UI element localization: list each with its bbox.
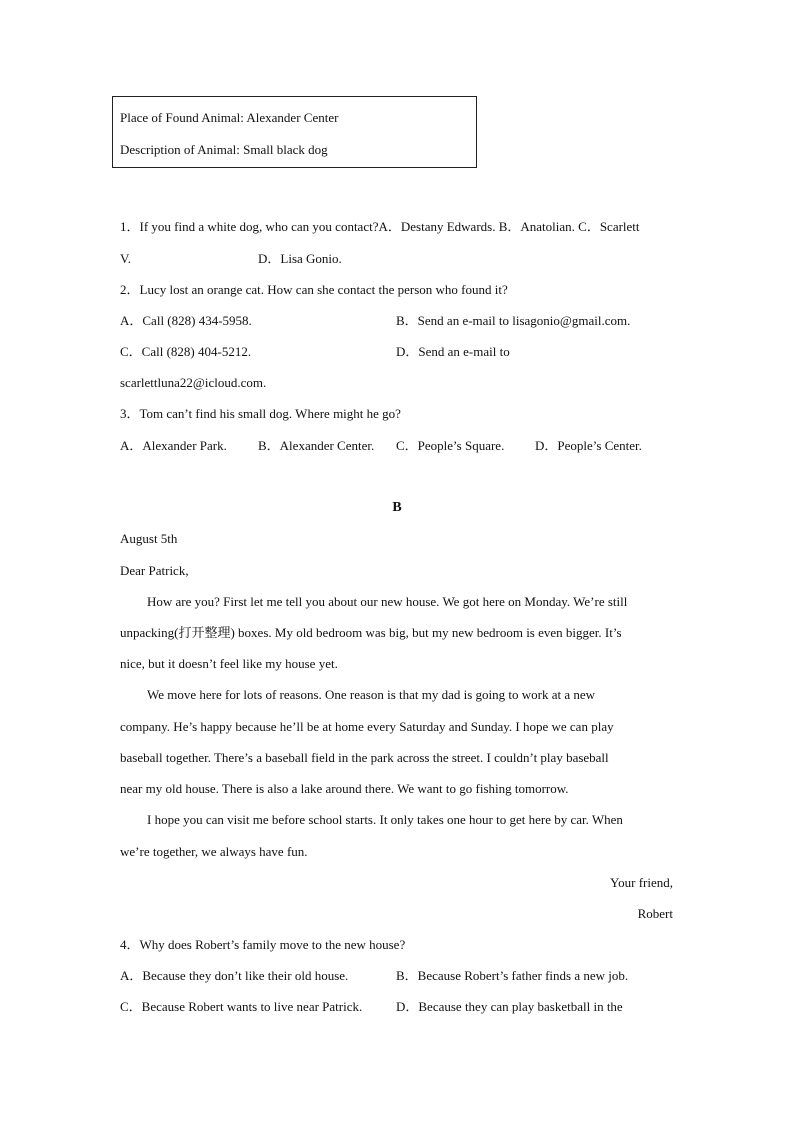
question-2-stem: 2．Lucy lost an orange cat. How can she contact the person who found it? <box>120 282 508 297</box>
question-1-continuation: V. <box>120 251 131 266</box>
letter-paragraph-2-line-1: We move here for lots of reasons. One reason is that my dad is going to work at a new <box>147 687 596 702</box>
letter-paragraph-3-line-2: we’re together, we always have fun. <box>120 844 308 859</box>
letter-date: August 5th <box>120 531 178 546</box>
letter-greeting: Dear Patrick, <box>120 563 189 578</box>
letter-paragraph-1-line-3: nice, but it doesn’t feel like my house yet. <box>120 656 338 671</box>
question-3-option-b: B．Alexander Center. <box>258 438 375 453</box>
question-1-stem: 1．If you find a white dog, who can you contact?A．Destany Edwards. B．Anatolian. C．Scarlett <box>120 219 640 234</box>
letter-paragraph-2-line-2: company. He’s happy because he’ll be at home every Saturday and Sunday. I hope we can play <box>120 719 614 734</box>
letter-signature: Robert <box>637 906 673 921</box>
letter-paragraph-2-line-4: near my old house. There is also a lake around there. We want to go fishing tomorrow. <box>120 781 569 796</box>
question-3-stem: 3．Tom can’t find his small dog. Where might he go? <box>120 406 401 421</box>
letter-closing: Your friend, <box>610 875 673 890</box>
question-2-option-b: B．Send an e-mail to lisagonio@gmail.com. <box>396 313 631 328</box>
question-3-option-a: A．Alexander Park. <box>120 438 227 453</box>
question-3-option-c: C．People’s Square. <box>396 438 505 453</box>
question-2-option-d-continuation: scarlettluna22@icloud.com. <box>120 375 267 390</box>
question-1-option-d: D．Lisa Gonio. <box>258 251 342 266</box>
found-place-text: Place of Found Animal: Alexander Center <box>120 110 339 125</box>
found-description-text: Description of Animal: Small black dog <box>120 142 328 157</box>
question-4-option-c: C．Because Robert wants to live near Patrick. <box>120 999 363 1014</box>
letter-paragraph-3-line-1: I hope you can visit me before school starts. It only takes one hour to get here by car. When <box>147 812 623 827</box>
letter-paragraph-1-line-1: How are you? First let me tell you about our new house. We got here on Monday. We’re still <box>147 594 628 609</box>
letter-paragraph-2-line-3: baseball together. There’s a baseball field in the park across the street. I couldn’t play baseball <box>120 750 609 765</box>
question-4-stem: 4．Why does Robert’s family move to the new house? <box>120 937 406 952</box>
question-4-option-d: D．Because they can play basketball in the <box>396 999 623 1014</box>
question-2-option-d: D．Send an e-mail to <box>396 344 510 359</box>
question-3-option-d: D．People’s Center. <box>535 438 642 453</box>
found-animal-box <box>112 96 477 168</box>
question-2-option-a: A．Call (828) 434-5958. <box>120 313 252 328</box>
letter-paragraph-1-line-2: unpacking(打开整理) boxes. My old bedroom was big, but my new bedroom is even bigger. It’s <box>120 625 622 640</box>
question-4-option-b: B．Because Robert’s father finds a new job. <box>396 968 629 983</box>
question-4-option-a: A．Because they don’t like their old house. <box>120 968 349 983</box>
section-b-heading: B <box>392 500 402 515</box>
question-2-option-c: C．Call (828) 404-5212. <box>120 344 252 359</box>
